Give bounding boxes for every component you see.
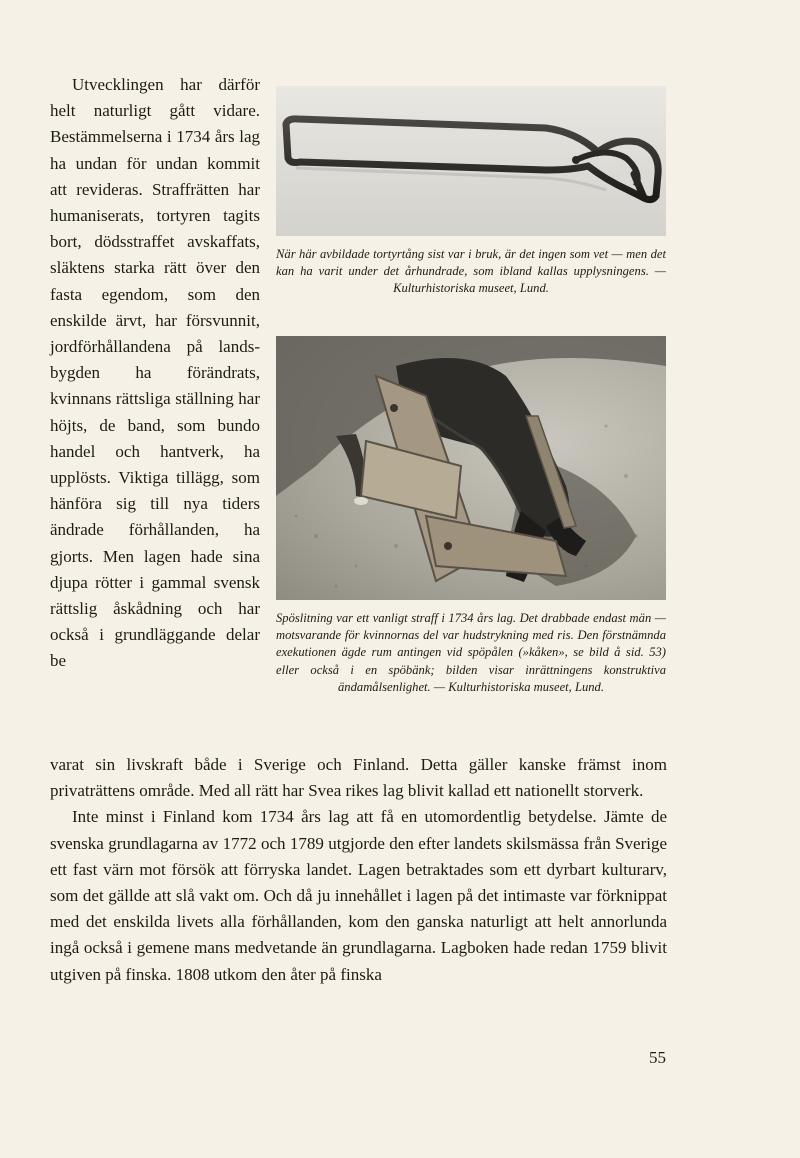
tortyrtang-photo: [276, 86, 666, 236]
sposlitning-photo: [276, 336, 666, 600]
figure1-caption: När här avbildade tortyrtång sist var i bruk, är det ingen som vet — men det kan ha varit under det århundrade, som ibland kallas upplysningens. — Kulturhistoriska museet, Lund.: [276, 247, 666, 296]
continuation-paragraph: varat sin livskraft både i Sverige och Finland. Detta gäller kanske främst inom privaträttens område. Med all rätt har Svea rikes lag blivit kallad ett nationellt storverk.: [50, 755, 667, 801]
figure-tortyrtang: [276, 86, 666, 298]
figure2-caption: Spöslitning var ett vanligt straff i 1734 års lag. Det drabbade endast män — motsvarande för kvinnornas del var hudstrykning med ris. Den förstnämnda exekutionen ägde rum antingen vid spöpålen (»kåken», se bild å sid. 53) eller också i en spöbänk; bilden visar inrättningens konstruktiva ändamålsenlighet. — Kulturhistoriska museet, Lund.: [276, 611, 666, 694]
left-column-paragraph: Utvecklingen har därför helt naturligt gått vidare. Bestämmelserna i 1734 års lag ha undan för undan kommit att revideras. Straffrätten har humaniserats, tortyren tagits bort, dödsstraffet avskaffats, släktens starka rätt över den fasta egendom, som den enskilde ärvt, har försvunnit, jordförhållandena på landsbygden ha förändrats, kvinnans rättsliga ställning har höjts, de band, som bundo handel och hantverk, ha upplösts. Viktiga tillägg, som hänföra sig till nya tiders ändrade förhållanden, ha gjorts. Men lagen hade sina djupa rötter i gammal svensk rättslig åskådning och har också i grundläggande delar be: [50, 75, 260, 671]
main-text: [50, 752, 667, 988]
punishment-bench-illustration: [276, 336, 666, 600]
paragraph-finland: Inte minst i Finland kom 1734 års lag att få en utomordentlig betydelse. Jämte de svenska grundlagarna av 1772 och 1789 utgjorde den efter landets skilsmässa från Sverige ett fast värn mot försök att förryska landet. Lagen betraktades som ett dyrbart kulturarv, som det gällde att slå vakt om. Och då ju innehållet i lagen på det intimaste var förknippat med det enskilda livets alla förhållanden, kom den ganska naturligt att helt annorlunda ingå också i gemene mans medvetande än grundlagarna. Lagboken hade redan 1759 blivit utgiven på finska. 1808 utkom den åter på finska: [50, 807, 667, 984]
tongs-illustration: [276, 86, 666, 236]
left-column-text: [50, 72, 260, 675]
page-number: 55: [649, 1048, 666, 1067]
figure-sposlitning: [276, 336, 666, 696]
